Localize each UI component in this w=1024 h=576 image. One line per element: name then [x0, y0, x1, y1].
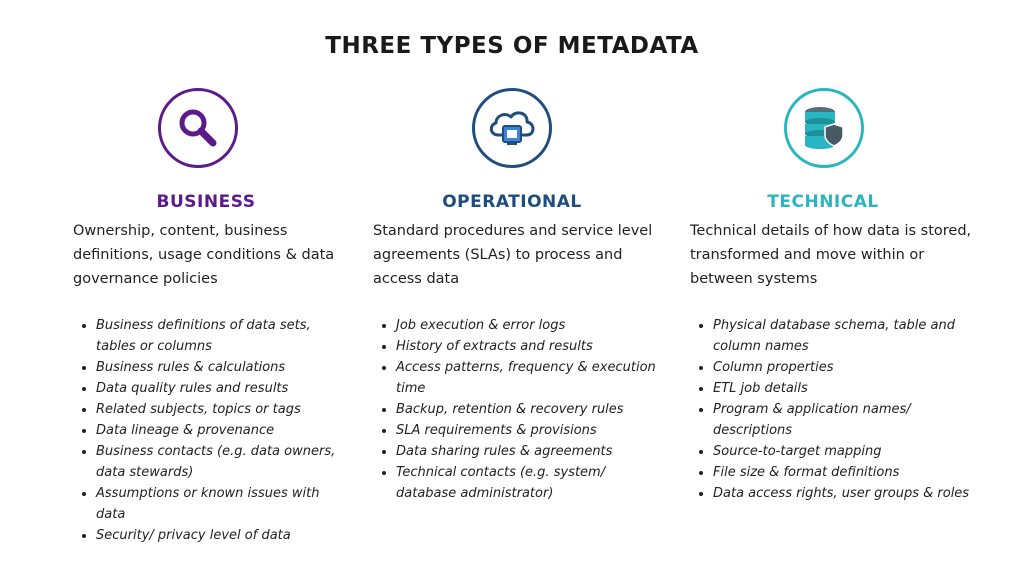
list-item: Business rules & calculations: [73, 357, 343, 378]
list-item: Physical database schema, table and column names: [690, 315, 980, 357]
list-item: Data quality rules and results: [73, 378, 343, 399]
list-item: Source-to-target mapping: [690, 441, 980, 462]
cloud-computer-icon: [472, 88, 552, 168]
list-item: Program & application names/ descriptions: [690, 399, 980, 441]
business-heading: BUSINESS: [156, 192, 256, 212]
technical-heading: TECHNICAL: [767, 192, 879, 212]
magnifier-icon: [158, 88, 238, 168]
list-item: Assumptions or known issues with data: [73, 483, 343, 525]
list-item: Business contacts (e.g. data owners, data stewards): [73, 441, 343, 483]
list-item: Security/ privacy level of data: [73, 525, 343, 546]
list-item: History of extracts and results: [373, 336, 658, 357]
list-item: Backup, retention & recovery rules: [373, 399, 658, 420]
list-item: Job execution & error logs: [373, 315, 658, 336]
list-item: Data sharing rules & agreements: [373, 441, 658, 462]
business-description: Ownership, content, business definitions, usage conditions & data governance policies: [73, 223, 335, 287]
list-item: Access patterns, frequency & execution time: [373, 357, 658, 399]
list-item: File size & format definitions: [690, 462, 980, 483]
list-item: Technical contacts (e.g. system/ database administrator): [373, 462, 658, 504]
operational-heading: OPERATIONAL: [442, 192, 582, 212]
list-item: SLA requirements & provisions: [373, 420, 658, 441]
operational-list: [373, 315, 658, 504]
list-item: Data access rights, user groups & roles: [690, 483, 980, 504]
list-item: Business definitions of data sets, tables or columns: [73, 315, 343, 357]
database-shield-icon: [784, 88, 864, 168]
list-item: Data lineage & provenance: [73, 420, 343, 441]
list-item: Column properties: [690, 357, 980, 378]
list-item: Related subjects, topics or tags: [73, 399, 343, 420]
list-item: ETL job details: [690, 378, 980, 399]
page-title: THREE TYPES OF METADATA: [325, 33, 699, 59]
operational-description: Standard procedures and service level agreements (SLAs) to process and access data: [373, 223, 653, 287]
business-list: [73, 315, 343, 546]
technical-description: Technical details of how data is stored, transformed and move within or between systems: [690, 223, 972, 287]
technical-list: [690, 315, 980, 504]
